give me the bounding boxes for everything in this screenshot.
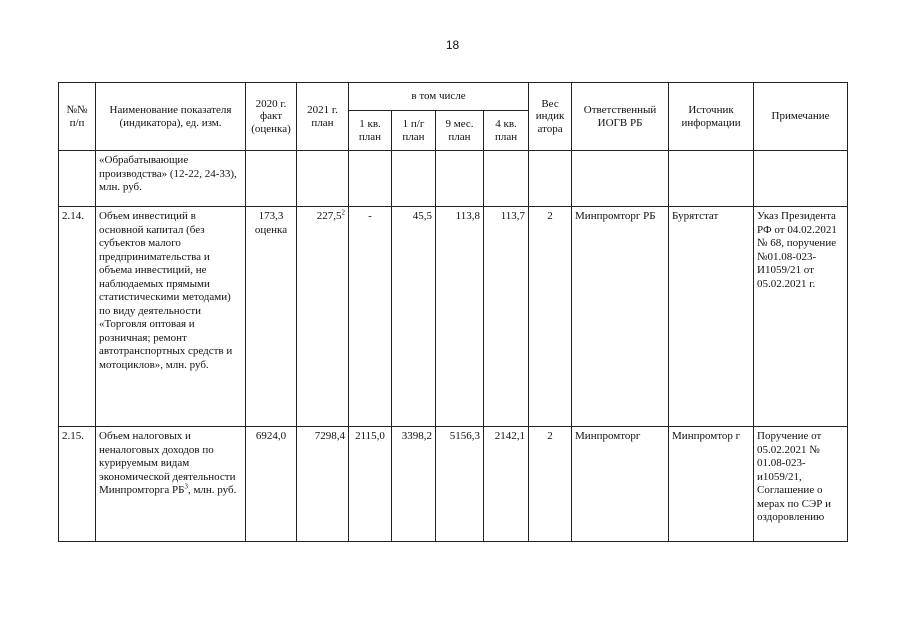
header-h1: 1 п/г план [392,111,436,151]
row-h1 [392,151,436,207]
footnote-mark: 3 [184,482,188,491]
row-weight: 2 [529,207,572,427]
table-row [59,427,848,542]
row-9m: 113,8 [436,207,484,427]
header-including: в том числе [349,83,529,111]
row-name [96,427,246,542]
footnote-mark: 2 [341,208,345,217]
row-plan-2021 [297,207,349,427]
row-9m [436,151,484,207]
header-weight: Вес индик атора [529,83,572,151]
table-row [59,207,848,427]
row-num: 2.14. [59,207,96,427]
header-q4: 4 кв. план [484,111,529,151]
row-q1: 2115,0 [349,427,392,542]
row-responsible [572,151,669,207]
row-h1: 45,5 [392,207,436,427]
header-name: Наименование показателя (индикатора), ед. изм. [96,83,246,151]
row-plan-2021: 7298,4 [297,427,349,542]
header-9m: 9 мес. план [436,111,484,151]
page-number: 18 [445,38,460,52]
header-q1: 1 кв. план [349,111,392,151]
row-source [669,151,754,207]
row-q1: - [349,207,392,427]
header-responsible: Ответственный ИОГВ РБ [572,83,669,151]
row-responsible: Минпромторг РБ [572,207,669,427]
header-note: Примечание [754,83,848,151]
header-fact-2020: 2020 г. факт (оценка) [246,83,297,151]
row-plan-2021 [297,151,349,207]
row-fact-2020 [246,151,297,207]
row-weight [529,151,572,207]
header-plan-2021: 2021 г. план [297,83,349,151]
row-q4: 113,7 [484,207,529,427]
row-name-unit: , млн. руб. [187,484,237,496]
row-num: 2.15. [59,427,96,542]
indicators-table [58,82,848,542]
row-responsible: Минпромторг [572,427,669,542]
row-note [754,151,848,207]
row-fact-2020: 173,3 оценка [246,207,297,427]
table-row [59,151,848,207]
row-source: Бурятстат [669,207,754,427]
row-weight: 2 [529,427,572,542]
row-q4 [484,151,529,207]
row-9m: 5156,3 [436,427,484,542]
row-note: Указ Президента РФ от 04.02.2021 № 68, поручение №01.08-023-И1059/21 от 05.02.2021 г. [754,207,848,427]
row-name: Объем инвестиций в основной капитал (без субъектов малого предпринимательства и объема инвестиций, не наблюдаемых прямыми статистическими методами) по виду деятельности «Торговля оптовая и розничная; ремонт автотранспортных средств и мотоциклов», млн. руб. [96,207,246,427]
row-source: Минпромтор г [669,427,754,542]
row-fact-2020: 6924,0 [246,427,297,542]
row-note: Поручение от 05.02.2021 № 01.08-023-и1059/21, Соглашение о мерах по СЭР и оздоровлению [754,427,848,542]
header-num: №№ п/п [59,83,96,151]
row-h1: 3398,2 [392,427,436,542]
row-q1 [349,151,392,207]
row-name-text: Объем налоговых и неналоговых доходов по курируемым видам экономической деятельности Минпромторга РБ [99,430,236,496]
row-q4: 2142,1 [484,427,529,542]
row-num [59,151,96,207]
header-source: Источник информации [669,83,754,151]
row-name: «Обрабатывающие производства» (12-22, 24-33), млн. руб. [96,151,246,207]
row-plan-2021-value: 227,5 [316,210,342,222]
